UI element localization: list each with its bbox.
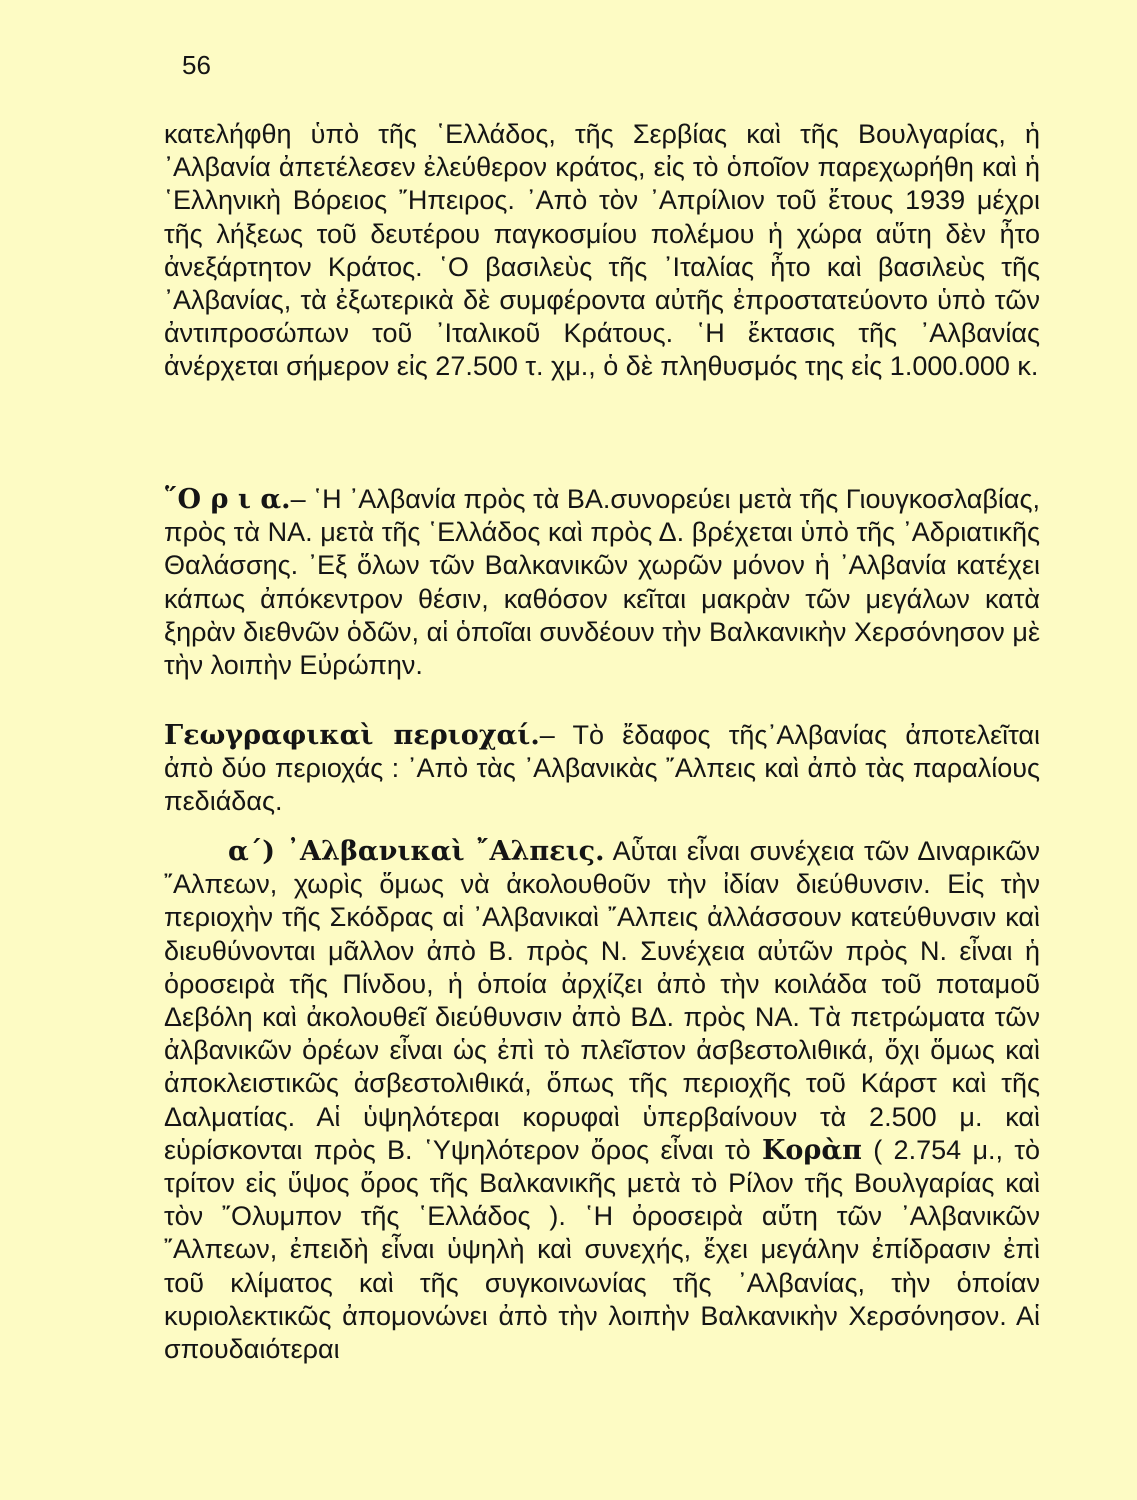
paragraph-albanian-alps-text-2: ( 2.754 μ., τὸ τρίτον εἰς ὕψος ὄρος τῆς Βαλκανικῆς μετὰ τὸ Ρίλον τῆς Βουλγαρίας καὶ τὸν ῎Ολυμπον τῆς ῾Ελλάδος ). ῾Η ὀροσειρὰ αὕτη τῶν ᾿Αλβανικῶν ῎Αλπεων, ἐπειδὴ εἶναι ὑψηλὴ καὶ συνεχής, ἔχει μεγάλην ἐπίδρασιν ἐπὶ τοῦ κλίματος καὶ τῆς συγκοινωνίας τῆς ᾿Αλβανίας, τὴν ὁποίαν κυριολεκτικῶς ἀπομονώνει ἀπὸ τὴν λοιπὴν Βαλκανικὴν Χερσόνησον. Αἱ σπουδαιότεραι: [164, 1134, 1041, 1365]
paragraph-borders-text: – ῾Η ᾿Αλβανία πρὸς τὰ ΒΑ.συνορεύει μετὰ τῆς Γιουγκοσλαβίας, πρὸς τὰ ΝΑ. μετὰ τῆς ῾Ελλάδος καὶ πρὸς Δ. βρέχεται ὑπὸ τῆς ᾿Αδριατικῆς Θαλάσσης. ᾿Εξ ὅλων τῶν Βαλκανικῶν χωρῶν μόνον ἡ ᾿Αλβανία κατέχει κάπως ἀπόκεντρον θέσιν, καθόσον κεῖται μακρὰν τῶν μεγάλων κατὰ ξηρὰν διεθνῶν ὁδῶν, αἱ ὁποῖαι συνδέουν τὴν Βαλκανικὴν Χερσόνησον μὲ τὴν λοιπὴν Εὐρώπην.: [164, 484, 1040, 681]
paragraph-intro: [164, 118, 1040, 384]
paragraph-intro-text: κατελήφθη ὑπὸ τῆς ῾Ελλάδος, τῆς Σερβίας καὶ τῆς Βουλγαρίας, ἡ ᾿Αλβανία ἀπετέλεσεν ἐλεύθερον κράτος, εἰς τὸ ὁποῖον παρεχωρήθη καὶ ἡ ῾Ελληνικὴ Βόρειος ῎Ηπειρος. ᾿Απὸ τὸν ᾿Απρίλιον τοῦ ἔτους 1939 μέχρι τῆς λήξεως τοῦ δευτέρου παγκοσμίου πολέμου ἡ χώρα αὕτη δὲν ἦτο ἀνεξάρτητον Κράτος. ῾Ο βασιλεὺς τῆς ᾿Ιταλίας ἦτο καὶ βασιλεὺς τῆς ᾿Αλβανίας, τὰ ἐξωτερικὰ δὲ συμφέροντα αὐτῆς ἐπροστατεύοντο ὑπὸ τῶν ἀντιπροσώπων τοῦ ᾿Ιταλικοῦ Κράτους. ῾Η ἔκτασις τῆς ᾿Αλβανίας ἀνέρχεται σήμερον εἰς 27.500 τ. χμ., ὁ δὲ πληθυσμός της εἰς 1.000.000 κ.: [164, 119, 1040, 382]
paragraph-borders: [164, 483, 1040, 682]
paragraph-geographic-regions: [164, 719, 1040, 819]
mount-korab-name: Κορὰπ: [761, 1134, 862, 1166]
paragraph-albanian-alps-text-1: Αὗται εἶναι συνέχεια τῶν Διναρικῶν ῎Αλπεων, χωρὶς ὅμως νὰ ἀκολουθοῦν τὴν ἰδίαν διεύθυνσιν. Εἰς τὴν περιοχὴν τῆς Σκόδρας αἱ ᾿Αλβανικαὶ ῎Αλπεις ἀλλάσσουν κατεύθυνσιν καὶ διευθύνονται μᾶλλον ἀπὸ Β. πρὸς Ν. Συνέχεια αὐτῶν πρὸς Ν. εἶναι ἡ ὀροσειρὰ τῆς Πίνδου, ἡ ὁποία ἀρχίζει ἀπὸ τὴν κοιλάδα τοῦ ποταμοῦ Δεβόλη καὶ ἀκολουθεῖ διεύθυνσιν ἀπὸ ΒΔ. πρὸς ΝΑ. Τὰ πετρώματα τῶν ἀλβανικῶν ὀρέων εἶναι ὡς ἐπὶ τὸ πλεῖστον ἀσβεστολιθικά, ὄχι ὅμως καὶ ἀποκλειστικῶς ἀσβεστολιθικά, ὅπως τῆς περιοχῆς τοῦ Κάρστ καὶ τῆς Δαλματίας. Αἱ ὑψηλότεραι κορυφαὶ ὑπερβαίνουν τὰ 2.500 μ. καὶ εὑρίσκονται πρὸς Β. ῾Υψηλότερον ὄρος εἶναι τὸ: [164, 836, 1040, 1165]
paragraph-albanian-alps: [164, 835, 1040, 1366]
heading-geographic-regions: Γεωγραφικαὶ περιοχαί.: [164, 720, 540, 751]
paragraph-geographic-regions-text: – Τὸ ἔδαφος τῆς᾿Αλβανίας ἀποτελεῖται ἀπὸ δύο περιοχάς : ᾿Απὸ τὰς ᾿Αλβανικὰς ῎Αλπεις καὶ ἀπὸ τὰς παραλίους πεδιάδας.: [164, 720, 1041, 817]
page-number: 56: [182, 50, 211, 80]
heading-albanian-alps: α΄) ᾿Αλβανικαὶ ῎Αλπεις.: [228, 836, 605, 867]
heading-borders: ῞Ο ρ ι α.: [164, 484, 291, 515]
